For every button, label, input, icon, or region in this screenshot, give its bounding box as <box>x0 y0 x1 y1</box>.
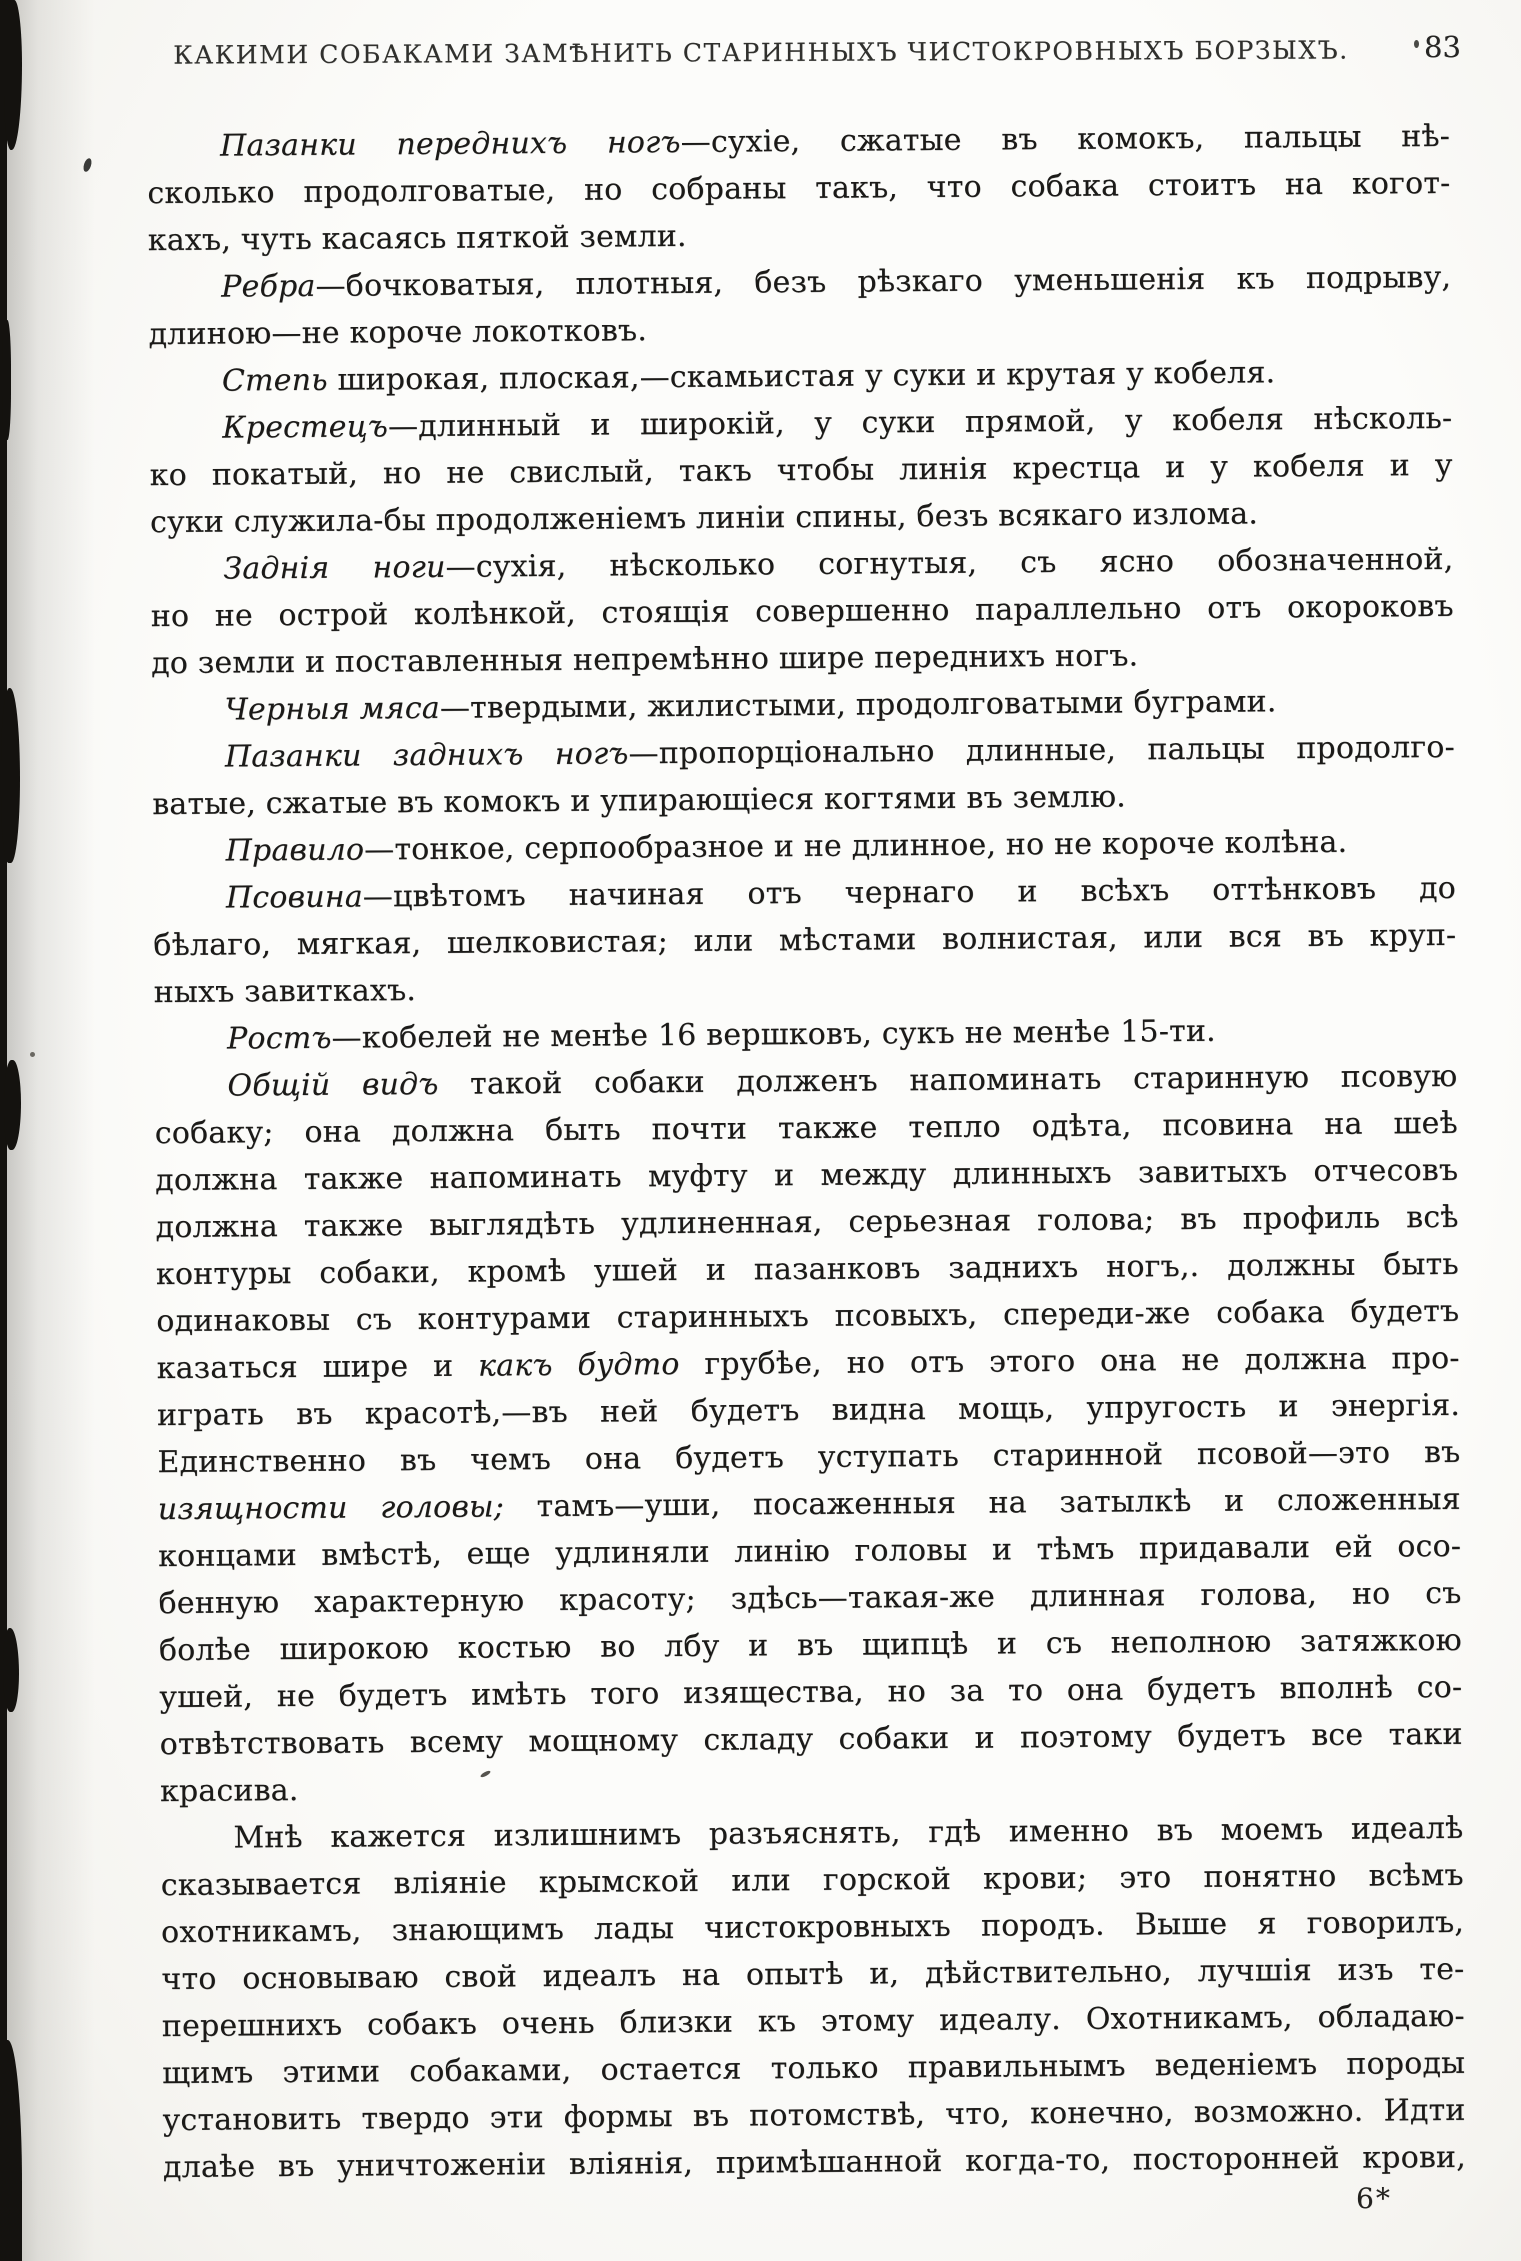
term-italic: Ростъ <box>226 1020 332 1057</box>
text-segment: что основываю свой идеалъ на опытѣ и, дѣйствительно, лучшія изъ те- <box>161 1951 1465 1998</box>
text-segment: —сухія, нѣсколько согнутыя, съ ясно обозначенной, <box>445 541 1454 585</box>
text-segment: контуры собаки, кромѣ ушей и пазанковъ заднихъ ногъ,. должны быть <box>155 1246 1460 1293</box>
text-segment: ушей, не будетъ имѣть того изящества, но за то она будетъ вполнѣ со- <box>159 1669 1463 1716</box>
term-italic: Заднія ноги <box>223 549 446 587</box>
text-segment: играть въ красотѣ,—въ ней будетъ видна мощь, упругость и энергія. <box>156 1387 1461 1434</box>
binding-ink-blob <box>2 320 11 440</box>
term-italic: Степь <box>221 362 328 399</box>
text-segment: кахъ, чуть касаясь пяткой земли. <box>147 218 687 259</box>
text-segment: ватые, сжатые въ комокъ и упирающіеся когтями въ землю. <box>152 779 1127 823</box>
text-segment: —длинный и широкій, у суки прямой, у кобеля нѣсколь- <box>387 400 1453 445</box>
text-segment: Единственно въ чемъ она будетъ уступать старинной псовой—это въ <box>157 1434 1461 1481</box>
text-body <box>147 113 1466 2191</box>
text-segment: ко покатый, но не свислый, такъ чтобы линія крестца и у кобеля и у <box>149 447 1453 494</box>
text-segment: отвѣтствовать всему мощному складу собаки и поэтому будетъ все таки <box>159 1716 1463 1763</box>
term-italic: Правило <box>225 832 365 869</box>
running-header: КАКИМИ СОБАКАМИ ЗАМѢНИТЬ СТАРИННЫХЪ ЧИСТОКРОВНЫХЪ БОРЗЫХЪ. <box>172 35 1349 70</box>
text-segment: —цвѣтомъ начиная отъ чернаго и всѣхъ оттѣнковъ до <box>362 870 1457 915</box>
text-segment: тамъ—уши, посаженныя на затылкѣ и сложенныя <box>503 1481 1461 1525</box>
term-italic: Псовина <box>225 879 363 916</box>
text-segment: длаѣе въ уничтоженіи вліянія, примѣшанной когда-то, посторонней крови, <box>162 2139 1467 2186</box>
text-segment: щимъ этими собаками, остается только правильнымъ веденіемъ породы <box>162 2045 1466 2092</box>
term-italic: какъ будто <box>477 1347 680 1384</box>
term-italic: Крестецъ <box>222 409 389 446</box>
text-segment: широкая, плоская,—скамьистая у суки и крутая у кобеля. <box>327 355 1276 398</box>
text-segment: —твердыми, жилистыми, продолговатыми буграми. <box>439 684 1277 726</box>
text-segment: —кобелей не менѣе 16 вершковъ, сукъ не менѣе 15-ти. <box>331 1013 1216 1056</box>
text-segment: концами вмѣстѣ, еще удлиняли линію головы и тѣмъ придавали ей осо- <box>158 1528 1462 1575</box>
ink-speck <box>30 1052 35 1057</box>
term-italic: изящности головы; <box>157 1489 505 1528</box>
text-segment: ныхъ завиткахъ. <box>153 973 417 1011</box>
term-italic: Общій видъ <box>227 1066 439 1104</box>
binding-ink-blob <box>1 688 20 863</box>
term-italic: Черныя мяса <box>224 690 441 728</box>
text-segment: Мнѣ кажется излишнимъ разъяснять, гдѣ именно въ моемъ идеалѣ <box>233 1810 1464 1856</box>
text-segment: казаться шире и <box>156 1348 479 1387</box>
text-segment: охотникамъ, знающимъ лады чистокровныхъ породъ. Выше я говорилъ, <box>160 1904 1465 1951</box>
text-segment: установить твердо эти формы въ потомствѣ, что, конечно, возможно. Идти <box>162 2092 1466 2139</box>
term-italic: Ребра <box>221 268 316 305</box>
ink-speck <box>1414 40 1419 48</box>
text-segment: до земли и поставленныя непремѣнно шире переднихъ ногъ. <box>151 638 1139 682</box>
text-segment: сказывается вліяніе крымской или горской крови; это понятно всѣмъ <box>160 1857 1464 1904</box>
text-segment: одинаковы съ контурами старинныхъ псовыхъ, спереди-же собака будетъ <box>156 1293 1460 1340</box>
page-number: 83 <box>1424 30 1461 64</box>
text-segment: собаку; она должна быть почти также тепло одѣта, псовина на шеѣ <box>154 1105 1458 1152</box>
text-segment: бѣлаго, мягкая, шелковистая; или мѣстами волнистая, или вся въ круп- <box>153 917 1457 964</box>
text-segment: сколько продолговатые, но собраны такъ, что собака стоитъ на когот- <box>147 165 1451 212</box>
text-segment: должна также выглядѣть удлиненная, серьезная голова; въ профиль всѣ <box>155 1199 1459 1246</box>
text-segment: перешнихъ собакъ очень близки къ этому идеалу. Охотникамъ, обладаю- <box>161 1998 1465 2045</box>
text-segment: длиною—не короче локотковъ. <box>148 313 648 353</box>
text-segment: суки служила-бы продолженіемъ линіи спины, безъ всякаго излома. <box>149 496 1259 541</box>
text-segment: красива. <box>159 1773 299 1810</box>
term-italic: Пазанки заднихъ ногъ <box>224 736 629 775</box>
text-segment: —пропорціонально длинные, пальцы продолго- <box>628 729 1455 772</box>
text-segment: —тонкое, серпообразное и не длинное, но не короче колѣна. <box>364 824 1348 868</box>
text-line <box>163 2134 1466 2191</box>
text-segment: но не острой колѣнкой, стоящія совершенно параллельно отъ окороковъ <box>150 588 1454 635</box>
text-segment: болѣе широкою костью во лбу и въ щипцѣ и съ неполною затяжкою <box>158 1622 1462 1669</box>
text-segment: бенную характерную красоту; здѣсь—такая-же длинная голова, но съ <box>158 1575 1462 1622</box>
term-italic: Пазанки переднихъ ногъ <box>219 124 681 164</box>
text-segment: —бочковатыя, плотныя, безъ рѣзкаго уменьшенія къ подрыву, <box>315 259 1452 304</box>
text-segment: —сухіе, сжатые въ комокъ, пальцы нѣ- <box>680 118 1451 160</box>
text-segment: такой собаки долженъ напоминать старинную псовую <box>438 1058 1458 1102</box>
text-segment: грубѣе, но отъ этого она не должна про- <box>679 1340 1460 1383</box>
text-segment: должна также напоминать муфту и между длинныхъ завитыхъ отчесовъ <box>155 1152 1459 1199</box>
signature-mark: 6* <box>1356 2182 1392 2215</box>
